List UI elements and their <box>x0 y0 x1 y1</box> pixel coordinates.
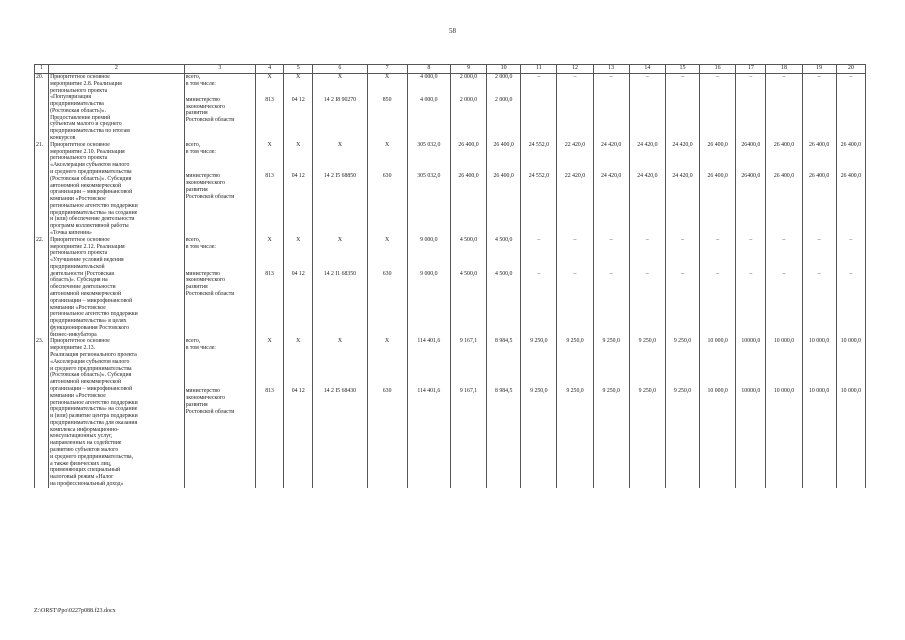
executor-line: всего, <box>185 74 201 80</box>
description-line: «Точка кипения» <box>50 229 92 236</box>
value-cell-5: 04 12 <box>284 173 313 236</box>
value-cell-11: 24 552,0 <box>521 142 557 174</box>
column-number-cell: 12 <box>557 65 593 74</box>
measure-description <box>49 142 185 237</box>
description-line: конкурсов <box>50 135 76 142</box>
value-cell-18: – <box>766 237 802 271</box>
value-cell-18: 10 000,0 <box>766 338 802 388</box>
value-cell-8: 305 032,0 <box>407 142 450 174</box>
value-cell-20: – <box>836 237 865 271</box>
description-line: региональное агентство поддержки <box>50 399 138 406</box>
column-number-cell: 19 <box>802 65 836 74</box>
value-cell-13: – <box>593 271 629 339</box>
description-line: (Ростовская область)». Субсидия <box>50 175 132 182</box>
value-cell-12: 9 250,0 <box>557 338 593 388</box>
value-cell-12: 22 420,0 <box>557 142 593 174</box>
executor-name <box>184 388 255 487</box>
value-cell-14: – <box>629 74 665 97</box>
value-cell-7: 630 <box>367 388 407 487</box>
value-cell-11: – <box>521 74 557 97</box>
value-cell-20: – <box>836 74 865 97</box>
table-row-total <box>35 338 866 388</box>
value-cell-19: 10 000,0 <box>802 338 836 388</box>
value-cell-5: Х <box>284 237 313 271</box>
value-cell-11: 9 250,0 <box>521 338 557 388</box>
description-line: предпринимательства» на создание <box>50 209 138 216</box>
description-line: мероприятие 2.10. Реализация <box>50 148 125 155</box>
value-cell-20 <box>836 97 865 142</box>
value-cell-12: – <box>557 237 593 271</box>
value-cell-6: 14 2 I8 90270 <box>313 97 367 142</box>
executor-line: в том числе: <box>185 345 216 352</box>
value-cell-6: 14 2 I5 68430 <box>313 388 367 487</box>
description-line: организации – микрофинансовой <box>50 189 133 196</box>
value-cell-14: 9 250,0 <box>629 338 665 388</box>
description-line: региональное агентство поддержки <box>50 311 138 318</box>
executor-line: всего, <box>185 141 201 148</box>
value-cell-11: 24 552,0 <box>521 173 557 236</box>
column-number-cell: 2 <box>49 65 185 74</box>
value-cell-9: 4 500,0 <box>450 271 486 339</box>
executor-line: министерство <box>185 96 220 103</box>
value-cell-10: 26 400,0 <box>487 142 521 174</box>
value-cell-4: Х <box>256 338 284 388</box>
value-cell-7: 630 <box>367 173 407 236</box>
value-cell-19: 26 400,0 <box>802 142 836 174</box>
executor-line: Ростовской области <box>185 117 235 124</box>
description-line: а также физических лиц, <box>50 460 112 467</box>
row-number: 20. <box>35 74 49 142</box>
description-line: мероприятие 2.13. <box>50 345 96 352</box>
description-line: «Популяризация <box>50 94 92 101</box>
value-cell-20: – <box>836 271 865 339</box>
value-cell-12: 9 250,0 <box>557 388 593 487</box>
value-cell-6: 14 2 I1 68350 <box>313 271 367 339</box>
description-line: Предоставление премий <box>50 114 111 121</box>
column-number-cell: 4 <box>256 65 284 74</box>
executor-total-label <box>184 338 255 388</box>
description-line: программ коллективной работы <box>50 223 129 230</box>
value-cell-10: 8 984,5 <box>487 388 521 487</box>
description-line: консультационных услуг, <box>50 433 113 440</box>
measure-description <box>49 237 185 339</box>
footer-file-path: Z:\ORST\Ppo\0227p088.f23.docx <box>34 608 116 614</box>
column-number-cell: 17 <box>736 65 766 74</box>
value-cell-17 <box>736 97 766 142</box>
value-cell-18: 10 000,0 <box>766 388 802 487</box>
value-cell-12: – <box>557 74 593 97</box>
value-cell-4: Х <box>256 142 284 174</box>
value-cell-15: 9 250,0 <box>665 388 699 487</box>
value-cell-14: – <box>629 271 665 339</box>
value-cell-16: 26 400,0 <box>700 142 736 174</box>
value-cell-16: 26 400,0 <box>700 173 736 236</box>
value-cell-5: 04 12 <box>284 271 313 339</box>
column-number-cell: 8 <box>407 65 450 74</box>
value-cell-19: 10 000,0 <box>802 388 836 487</box>
description-line: Приоритетное основное <box>50 74 110 80</box>
value-cell-13: – <box>593 74 629 97</box>
value-cell-18: 26 400,0 <box>766 173 802 236</box>
description-line: регионального проекта <box>50 87 108 94</box>
value-cell-15: 24 420,0 <box>665 173 699 236</box>
description-line: развитию субъектов малого <box>50 446 119 453</box>
value-cell-4: 813 <box>256 388 284 487</box>
executor-line: развития <box>185 110 208 117</box>
executor-name <box>184 271 255 339</box>
column-number-cell: 7 <box>367 65 407 74</box>
executor-line: развития <box>185 187 208 194</box>
executor-line: министерство <box>185 270 220 277</box>
value-cell-10: 2 000,0 <box>487 74 521 97</box>
description-line: регионального проекта <box>50 155 108 162</box>
row-number: 23. <box>35 338 49 487</box>
value-cell-7: 630 <box>367 271 407 339</box>
description-line: «Улучшение условий ведения <box>50 257 124 264</box>
value-cell-7: Х <box>367 74 407 97</box>
description-line: Приоритетное основное <box>50 141 110 148</box>
value-cell-10: 4 500,0 <box>487 271 521 339</box>
column-number-cell: 11 <box>521 65 557 74</box>
value-cell-15 <box>665 97 699 142</box>
value-cell-8: 305 032,0 <box>407 173 450 236</box>
value-cell-5: Х <box>284 74 313 97</box>
value-cell-18 <box>766 97 802 142</box>
value-cell-19: – <box>802 237 836 271</box>
value-cell-15: – <box>665 237 699 271</box>
value-cell-6: Х <box>313 237 367 271</box>
description-line: Приоритетное основное <box>50 236 110 243</box>
value-cell-17: – <box>736 237 766 271</box>
value-cell-20: 10 000,0 <box>836 388 865 487</box>
executor-line: в том числе: <box>185 80 216 87</box>
value-cell-13: 9 250,0 <box>593 338 629 388</box>
executor-line: экономического <box>185 180 226 187</box>
value-cell-13: – <box>593 237 629 271</box>
description-line: субъектам малого и среднего <box>50 121 122 128</box>
value-cell-5: 04 12 <box>284 388 313 487</box>
column-number-cell: 16 <box>700 65 736 74</box>
description-line: на профессиональный доход» <box>50 480 124 487</box>
value-cell-4: 813 <box>256 173 284 236</box>
description-line: организации – микрофинансовой <box>50 385 133 392</box>
value-cell-8: 4 000,0 <box>407 97 450 142</box>
executor-line: развития <box>185 284 208 291</box>
description-line: функционирования Ростовского <box>50 324 130 331</box>
row-number: 22. <box>35 237 49 339</box>
description-line: Реализация регионального проекта <box>50 352 137 359</box>
column-number-cell: 14 <box>629 65 665 74</box>
value-cell-4: 813 <box>256 97 284 142</box>
value-cell-16: 10 000,0 <box>700 338 736 388</box>
description-line: и среднего предпринимательства <box>50 168 132 175</box>
value-cell-9: 4 500,0 <box>450 237 486 271</box>
value-cell-15: 9 250,0 <box>665 338 699 388</box>
value-cell-9: 2 000,0 <box>450 97 486 142</box>
column-number-cell: 3 <box>184 65 255 74</box>
value-cell-16: – <box>700 271 736 339</box>
value-cell-17: 10000,0 <box>736 388 766 487</box>
value-cell-13: 24 420,0 <box>593 173 629 236</box>
column-number-cell: 13 <box>593 65 629 74</box>
value-cell-4: 813 <box>256 271 284 339</box>
column-number-cell: 9 <box>450 65 486 74</box>
value-cell-14 <box>629 97 665 142</box>
value-cell-6: Х <box>313 338 367 388</box>
measure-description <box>49 74 185 142</box>
value-cell-16: 10 000,0 <box>700 388 736 487</box>
value-cell-17: 10000,0 <box>736 338 766 388</box>
description-line: регионального проекта <box>50 250 108 257</box>
value-cell-5: Х <box>284 142 313 174</box>
value-cell-19: – <box>802 74 836 97</box>
value-cell-9: 2 000,0 <box>450 74 486 97</box>
description-line: предпринимательства по итогам <box>50 128 130 135</box>
column-number-cell: 15 <box>665 65 699 74</box>
column-number-cell: 10 <box>487 65 521 74</box>
value-cell-8: 4 000,0 <box>407 74 450 97</box>
executor-total-label <box>184 74 255 97</box>
description-line: автономной некоммерческой <box>50 182 122 189</box>
value-cell-13: 24 420,0 <box>593 142 629 174</box>
executor-line: Ростовской области <box>185 193 235 200</box>
value-cell-14: 9 250,0 <box>629 388 665 487</box>
value-cell-20: 26 400,0 <box>836 142 865 174</box>
value-cell-7: Х <box>367 142 407 174</box>
description-line: мероприятие 2.12. Реализация <box>50 243 125 250</box>
description-line: предпринимательской <box>50 263 105 270</box>
description-line: предпринимательства» на создание <box>50 406 138 413</box>
description-line: и (или) обеспечение деятельности <box>50 216 135 223</box>
description-line: «Акселерация субъектов малого <box>50 162 130 169</box>
value-cell-16 <box>700 97 736 142</box>
executor-line: развития <box>185 401 208 408</box>
value-cell-9: 9 167,1 <box>450 338 486 388</box>
value-cell-18: – <box>766 271 802 339</box>
row-number: 21. <box>35 142 49 237</box>
table-row-total <box>35 142 866 174</box>
value-cell-11 <box>521 97 557 142</box>
column-number-cell: 5 <box>284 65 313 74</box>
value-cell-14: 24 420,0 <box>629 173 665 236</box>
value-cell-13: 9 250,0 <box>593 388 629 487</box>
value-cell-6: Х <box>313 142 367 174</box>
value-cell-10: 4 500,0 <box>487 237 521 271</box>
value-cell-4: Х <box>256 74 284 97</box>
executor-total-label <box>184 142 255 174</box>
value-cell-19: 26 400,0 <box>802 173 836 236</box>
value-cell-16: – <box>700 74 736 97</box>
value-cell-12: 22 420,0 <box>557 173 593 236</box>
executor-line: Ростовской области <box>185 408 235 415</box>
value-cell-10: 26 400,0 <box>487 173 521 236</box>
value-cell-17: 26400,0 <box>736 173 766 236</box>
value-cell-13 <box>593 97 629 142</box>
column-number-row <box>35 65 866 74</box>
description-line: Приоритетное основное <box>50 338 110 345</box>
value-cell-9: 9 167,1 <box>450 388 486 487</box>
value-cell-15: – <box>665 271 699 339</box>
value-cell-17: 26400,0 <box>736 142 766 174</box>
description-line: региональное агентство поддержки <box>50 202 138 209</box>
table-row-total <box>35 237 866 271</box>
value-cell-14: – <box>629 237 665 271</box>
table-row-total <box>35 74 866 97</box>
executor-line: Ростовской области <box>185 291 235 297</box>
description-line: «Акселерация субъектов малого <box>50 358 130 365</box>
value-cell-19: – <box>802 271 836 339</box>
executor-line: экономического <box>185 394 226 401</box>
value-cell-18: 26 400,0 <box>766 142 802 174</box>
description-line: автономной некоммерческой <box>50 379 122 386</box>
executor-line: экономического <box>185 103 226 110</box>
value-cell-11: – <box>521 271 557 339</box>
executor-line: министерство <box>185 388 220 395</box>
description-line: и среднего предпринимательства <box>50 365 132 372</box>
executor-name <box>184 97 255 142</box>
value-cell-11: – <box>521 237 557 271</box>
description-line: область)». Субсидия на <box>50 277 108 284</box>
description-line: и среднего предпринимательства, <box>50 453 134 460</box>
executor-line: в том числе: <box>185 148 216 155</box>
value-cell-15: – <box>665 74 699 97</box>
value-cell-8: 114 401,6 <box>407 338 450 388</box>
value-cell-14: 24 420,0 <box>629 142 665 174</box>
value-cell-12: – <box>557 271 593 339</box>
value-cell-10: 8 984,5 <box>487 338 521 388</box>
description-line: предпринимательства» в целях <box>50 318 127 325</box>
value-cell-7: Х <box>367 237 407 271</box>
description-line: налоговый режим «Налог <box>50 474 114 481</box>
value-cell-16: – <box>700 237 736 271</box>
description-line: компании «Ростовское <box>50 304 106 311</box>
value-cell-6: Х <box>313 74 367 97</box>
executor-line: экономического <box>185 277 226 284</box>
description-line: комплекса информационно- <box>50 426 119 433</box>
value-cell-10: 2 000,0 <box>487 97 521 142</box>
executor-total-label <box>184 237 255 271</box>
value-cell-20: 10 000,0 <box>836 338 865 388</box>
description-line: (Ростовская область)». <box>50 107 106 114</box>
page-number: 58 <box>449 27 456 35</box>
value-cell-7: Х <box>367 338 407 388</box>
description-line: деятельности (Ростовская <box>50 270 114 277</box>
description-line: предпринимательства <box>50 101 104 108</box>
column-number-cell: 18 <box>766 65 802 74</box>
value-cell-4: Х <box>256 237 284 271</box>
description-line: бизнес-инкубатора <box>50 331 97 338</box>
value-cell-15: 24 420,0 <box>665 142 699 174</box>
executor-line: всего, <box>185 236 201 243</box>
description-line: и (или) развитие центра поддержки <box>50 413 138 420</box>
description-line: направленных на содействие <box>50 440 122 447</box>
value-cell-20: 26 400,0 <box>836 173 865 236</box>
value-cell-12 <box>557 97 593 142</box>
value-cell-6: 14 2 I5 68850 <box>313 173 367 236</box>
value-cell-8: 9 000,0 <box>407 237 450 271</box>
description-line: применяющих специальный <box>50 467 121 474</box>
description-line: автономной некоммерческой <box>50 291 122 297</box>
description-line: компании «Ростовское <box>50 392 106 399</box>
value-cell-18: – <box>766 74 802 97</box>
column-number-cell: 6 <box>313 65 367 74</box>
executor-name <box>184 173 255 236</box>
executor-line: всего, <box>185 338 201 345</box>
value-cell-5: Х <box>284 338 313 388</box>
value-cell-9: 26 400,0 <box>450 142 486 174</box>
value-cell-17: – <box>736 271 766 339</box>
executor-line: министерство <box>185 173 220 180</box>
value-cell-11: 9 250,0 <box>521 388 557 487</box>
value-cell-17: – <box>736 74 766 97</box>
column-number-cell: 1 <box>35 65 49 74</box>
description-line: мероприятие 2.8. Реализация <box>50 80 122 87</box>
value-cell-8: 9 000,0 <box>407 271 450 339</box>
description-line: предпринимательства для оказания <box>50 419 138 426</box>
measure-description <box>49 338 185 487</box>
value-cell-19 <box>802 97 836 142</box>
executor-line: в том числе: <box>185 243 216 250</box>
value-cell-7: 850 <box>367 97 407 142</box>
value-cell-5: 04 12 <box>284 97 313 142</box>
column-number-cell: 20 <box>836 65 865 74</box>
budget-table <box>34 64 866 488</box>
value-cell-9: 26 400,0 <box>450 173 486 236</box>
description-line: организации – микрофинансовой <box>50 297 133 304</box>
description-line: обеспечение деятельности <box>50 284 116 291</box>
description-line: (Ростовская область)». Субсидия <box>50 372 132 379</box>
value-cell-8: 114 401,6 <box>407 388 450 487</box>
description-line: компании «Ростовское <box>50 196 106 203</box>
